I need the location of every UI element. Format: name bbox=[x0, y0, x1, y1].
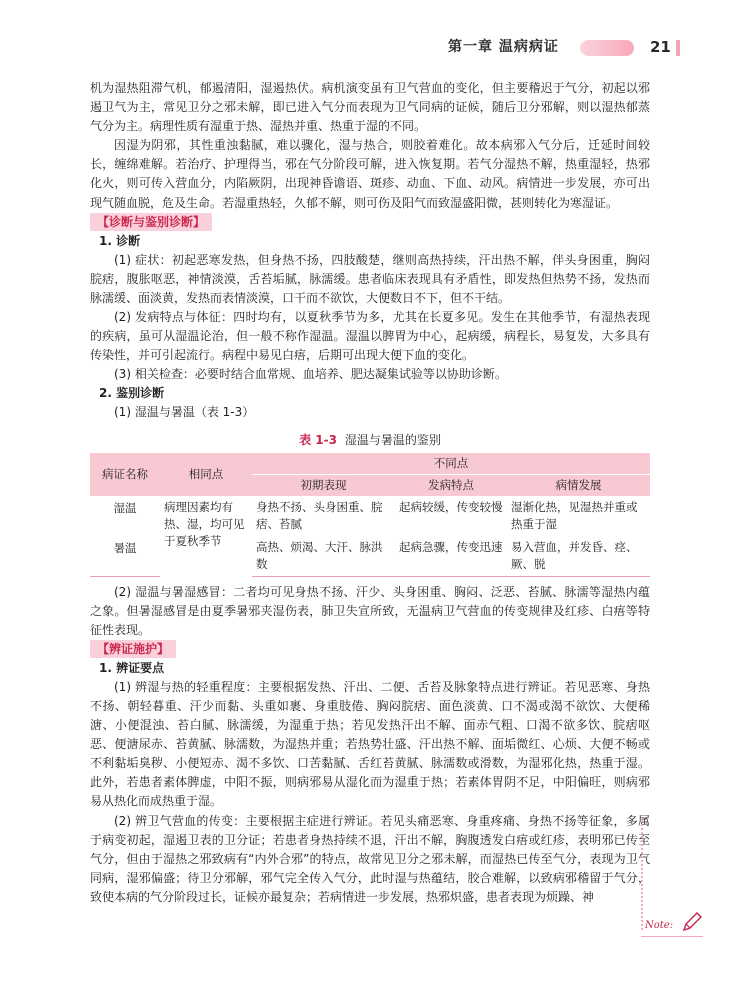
heading-key-points: 1. 辨证要点 bbox=[99, 660, 165, 675]
table-number: 表 1-3 bbox=[299, 432, 337, 447]
table-subheader-progress: 病情发展 bbox=[507, 474, 650, 496]
paragraph-damp-heat: (1) 辨湿与热的轻重程度：主要根据发热、汗出、二便、舌苔及脉象特点进行辨证。若见恶寒、身热不扬、朝轻暮重、汗少而黏、头重如裹、身重肢倦、胸闷脘痞、面色淡黄、口不渴或渴不欲饮、大便稀溏、小便混浊、苔白腻、脉濡缓，为湿重于热；若见发热汗出不解、面赤气粗、口渴不欲多饮、脘痞呕恶、便溏尿赤、苔黄腻、脉濡数，为湿热并重；若热势壮盛、汗出热不解、面垢微红、心烦、大便不畅或不利黏垢臭秽、小便短赤、渴不多饮、口苦黏腻、舌红苔黄腻、脉濡数或滑数，为湿邪化热，热重于湿。此外，若患者素体脾虚，中阳不振，则病邪易从湿化而为湿重于热；若素体胃阴不足，中阳偏旺，则病邪易从热化而成热重于湿。 bbox=[90, 679, 650, 809]
section-tag-nursing: 【辨证施护】 bbox=[90, 640, 176, 658]
paragraph-differential-1: (1) 湿温与暑温（表 1-3） bbox=[114, 405, 255, 420]
header-decoration-bar bbox=[580, 40, 634, 56]
chapter-title: 第一章 温病病证 bbox=[448, 39, 559, 55]
paragraph-disease-course: 因湿为阴邪，其性重浊黏腻，难以骤化，湿与热合，则胶着难化。故本病邪入气分后，迁延时间较长，缠绵难解。若治疗、护理得当，邪在气分阶段可解，进入恢复期。若气分湿热不解，热重湿轻，热邪化火，则可传入营血分，内陷厥阴，出现神昏谵语、斑疹、动血、下血、动风。病情进一步发展，亦可出现气随血脱，危及生命。若湿重热轻，久郁不解，则可伤及阳气而致湿盛阳微，甚则转化为寒湿证。 bbox=[90, 138, 650, 210]
note-margin-dots bbox=[641, 820, 643, 930]
note-label: Note: bbox=[645, 920, 674, 931]
pen-icon bbox=[680, 910, 704, 934]
table-header-same: 相同点 bbox=[160, 453, 252, 496]
table-caption bbox=[90, 431, 650, 449]
table-subheader-onset: 发病特点 bbox=[395, 474, 507, 496]
section-tag-diagnosis: 【诊断与鉴别诊断】 bbox=[90, 213, 212, 231]
paragraph-symptoms: (1) 症状：初起恶寒发热，但身热不扬，四肢酸楚，继则高热持续，汗出热不解，伴头身困重，胸闷脘痞，腹胀呕恶，神情淡漠，舌苔垢腻，脉濡缓。患者临床表现具有矛盾性，即发热但热势不扬，发热而脉濡缓、面淡黄，发热而表情淡漠，口干而不欲饮，大便数日不下，但不干结。 bbox=[90, 252, 650, 305]
table-cell-early: 身热不扬、头身困重、脘痞、苔腻 bbox=[256, 499, 383, 531]
table-row bbox=[90, 496, 650, 536]
paragraph-tests: (3) 相关检查：必要时结合血常规、血培养、肥达凝集试验等以协助诊断。 bbox=[114, 367, 507, 382]
header-tick-mark bbox=[676, 40, 680, 56]
table-cell-onset: 起病急骤，传变迅速 bbox=[395, 536, 507, 577]
table-header-diff: 不同点 bbox=[252, 453, 650, 475]
table-subheader-early: 初期表现 bbox=[252, 474, 395, 496]
table-cell-same: 病理因素均有热、湿，均可见于夏秋季节 bbox=[164, 499, 245, 548]
page-number: 21 bbox=[650, 38, 671, 56]
table-header-name: 病证名称 bbox=[90, 453, 160, 496]
table-cell-name: 暑温 bbox=[90, 536, 160, 577]
paragraph-transmission: (2) 辨卫气营血的传变：主要根据主症进行辨证。若见头痛恶寒、身重疼痛、身热不扬等征象，多属于病变初起，湿遏卫表的卫分证；若患者身热持续不退，汗出不解，胸腹透发白痦或红疹，表明邪已传至气分，但由于湿热之邪致病有“内外合邪”的特点，故常见卫分之邪未解，而湿热已传至气分，表现为卫气同病，湿邪偏盛；待卫分邪解，邪气完全传入气分，此时湿与热蕴结，胶合难解，以致病邪稽留于气分，致使本病的气分阶段过长，证候亦最复杂；若病情进一步发展，热邪炽盛，患者表现为烦躁、神 bbox=[90, 813, 650, 904]
table-cell-progress: 易入营血，并发昏、痉、厥、脱 bbox=[507, 536, 650, 577]
table-cell-onset: 起病较缓，传变较慢 bbox=[399, 499, 503, 514]
paragraph-differential-2: (2) 湿温与暑湿感冒：二者均可见身热不扬、汗少、头身困重、胸闷、泛恶、苔腻、脉濡等湿热内蕴之象。但暑湿感冒是由夏季暑邪夹湿伤表，肺卫失宣所致，无温病卫气营血的传变规律及红疹、白痦等特征性表现。 bbox=[90, 584, 650, 637]
table-cell-early: 高热、烦渴、大汗、脉洪数 bbox=[252, 536, 395, 577]
table-cell-progress: 湿渐化热，见湿热并重或热重于湿 bbox=[511, 499, 638, 531]
page-content bbox=[90, 79, 650, 907]
table-cell-name: 湿温 bbox=[113, 500, 137, 515]
table-title: 湿温与暑温的鉴别 bbox=[344, 432, 441, 447]
heading-differential: 2. 鉴别诊断 bbox=[99, 386, 165, 401]
comparison-table bbox=[90, 453, 650, 577]
note-underline bbox=[641, 936, 703, 937]
paragraph-features: (2) 发病特点与体征：四时均有，以夏秋季节为多，尤其在长夏多见。发生在其他季节，有湿热表现的疾病，虽可从湿温论治，但一般不称作湿温。湿温以脾胃为中心，起病缓，病程长，易复发，大多具有传染性，并可引起流行。病程中易见白痦，后期可出现大便下血的变化。 bbox=[90, 310, 650, 363]
paragraph-pathogenesis: 机为湿热阻滞气机，郁遏清阳，湿遏热伏。病机演变虽有卫气营血的变化，但主要稽迟于气分，初起以邪遏卫气为主，常见卫分之邪未解，即已进入气分而表现为卫气同病的证候，随后卫分邪解，则以湿热郁蒸气分为主。病理性质有湿重于热、湿热并重、热重于湿的不同。 bbox=[90, 81, 650, 134]
heading-diagnosis: 1. 诊断 bbox=[99, 233, 141, 248]
